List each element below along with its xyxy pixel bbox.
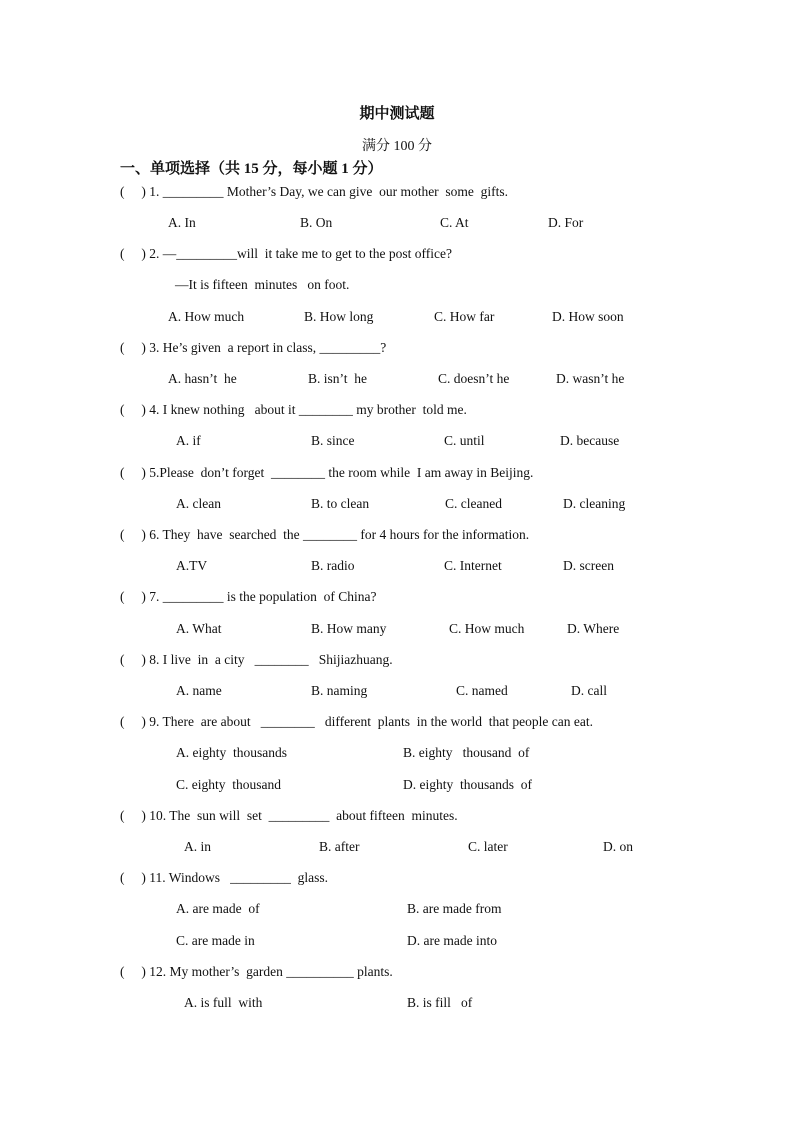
q10-option-b: B. after — [319, 839, 360, 854]
q4-option-c: C. until — [444, 433, 485, 448]
q4-option-d: D. because — [560, 433, 620, 448]
q6-option-a: A.TV — [176, 558, 208, 573]
q8-option-a: A. name — [176, 683, 222, 698]
page-title: 期中测试题 — [359, 106, 435, 122]
q10-option-a: A. in — [184, 839, 211, 854]
q12-option-b: B. is fill of — [407, 995, 473, 1010]
q10-option-c: C. later — [468, 839, 508, 854]
q1-option-a: A. In — [168, 215, 196, 230]
question-11: ( ) 11. Windows _________ glass. — [120, 870, 328, 885]
q5-option-c: C. cleaned — [445, 496, 502, 511]
q1-option-d: D. For — [548, 215, 584, 230]
q6-option-d: D. screen — [563, 558, 614, 573]
page-subtitle: 满分 100 分 — [362, 139, 432, 154]
q6-option-c: C. Internet — [444, 558, 502, 573]
q3-option-a: A. hasn’t he — [168, 371, 237, 386]
q10-option-d: D. on — [603, 839, 633, 854]
question-2-response: —It is fifteen minutes on foot. — [175, 277, 350, 292]
question-4: ( ) 4. I knew nothing about it ________ my brother told me. — [120, 402, 467, 417]
q11-option-b: B. are made from — [407, 901, 502, 916]
question-3: ( ) 3. He’s given a report in class, _________? — [120, 340, 387, 355]
section-heading: 一、单项选择（共 15 分，每小题 1 分） — [120, 161, 383, 177]
q7-option-d: D. Where — [567, 621, 620, 636]
question-7: ( ) 7. _________ is the population of China? — [120, 589, 377, 604]
q12-option-a: A. is full with — [184, 995, 263, 1010]
question-9: ( ) 9. There are about ________ different plants in the world that people can eat. — [120, 714, 593, 729]
q3-option-c: C. doesn’t he — [438, 371, 510, 386]
q9-option-c: C. eighty thousand — [176, 777, 281, 792]
q9-option-d: D. eighty thousands of — [403, 777, 532, 792]
q3-option-b: B. isn’t he — [308, 371, 368, 386]
q11-option-a: A. are made of — [176, 901, 260, 916]
q5-option-b: B. to clean — [311, 496, 370, 511]
q4-option-b: B. since — [311, 433, 355, 448]
q6-option-b: B. radio — [311, 558, 355, 573]
q4-option-a: A. if — [176, 433, 201, 448]
question-10: ( ) 10. The sun will set _________ about fifteen minutes. — [120, 808, 458, 823]
q8-option-b: B. naming — [311, 683, 368, 698]
q1-option-c: C. At — [440, 215, 469, 230]
q8-option-d: D. call — [571, 683, 607, 698]
q11-option-d: D. are made into — [407, 933, 497, 948]
q5-option-d: D. cleaning — [563, 496, 626, 511]
question-2: ( ) 2. —_________will it take me to get to the post office? — [120, 246, 452, 261]
q1-option-b: B. On — [300, 215, 333, 230]
question-1: ( ) 1. _________ Mother’s Day, we can give our mother some gifts. — [120, 184, 509, 199]
question-12: ( ) 12. My mother’s garden __________ plants. — [120, 964, 393, 979]
question-6: ( ) 6. They have searched the ________ for 4 hours for the information. — [120, 527, 530, 542]
q9-option-b: B. eighty thousand of — [403, 745, 530, 760]
q7-option-b: B. How many — [311, 621, 387, 636]
q8-option-c: C. named — [456, 683, 508, 698]
q3-option-d: D. wasn’t he — [556, 371, 625, 386]
q2-option-d: D. How soon — [552, 309, 624, 324]
q5-option-a: A. clean — [176, 496, 221, 511]
q7-option-c: C. How much — [449, 621, 525, 636]
q9-option-a: A. eighty thousands — [176, 745, 287, 760]
question-5: ( ) 5.Please don’t forget ________ the room while I am away in Beijing. — [120, 465, 534, 480]
q11-option-c: C. are made in — [176, 933, 255, 948]
q7-option-a: A. What — [176, 621, 222, 636]
q2-option-a: A. How much — [168, 309, 245, 324]
question-8: ( ) 8. I live in a city ________ Shijiazhuang. — [120, 652, 393, 667]
q2-option-b: B. How long — [304, 309, 374, 324]
q2-option-c: C. How far — [434, 309, 495, 324]
